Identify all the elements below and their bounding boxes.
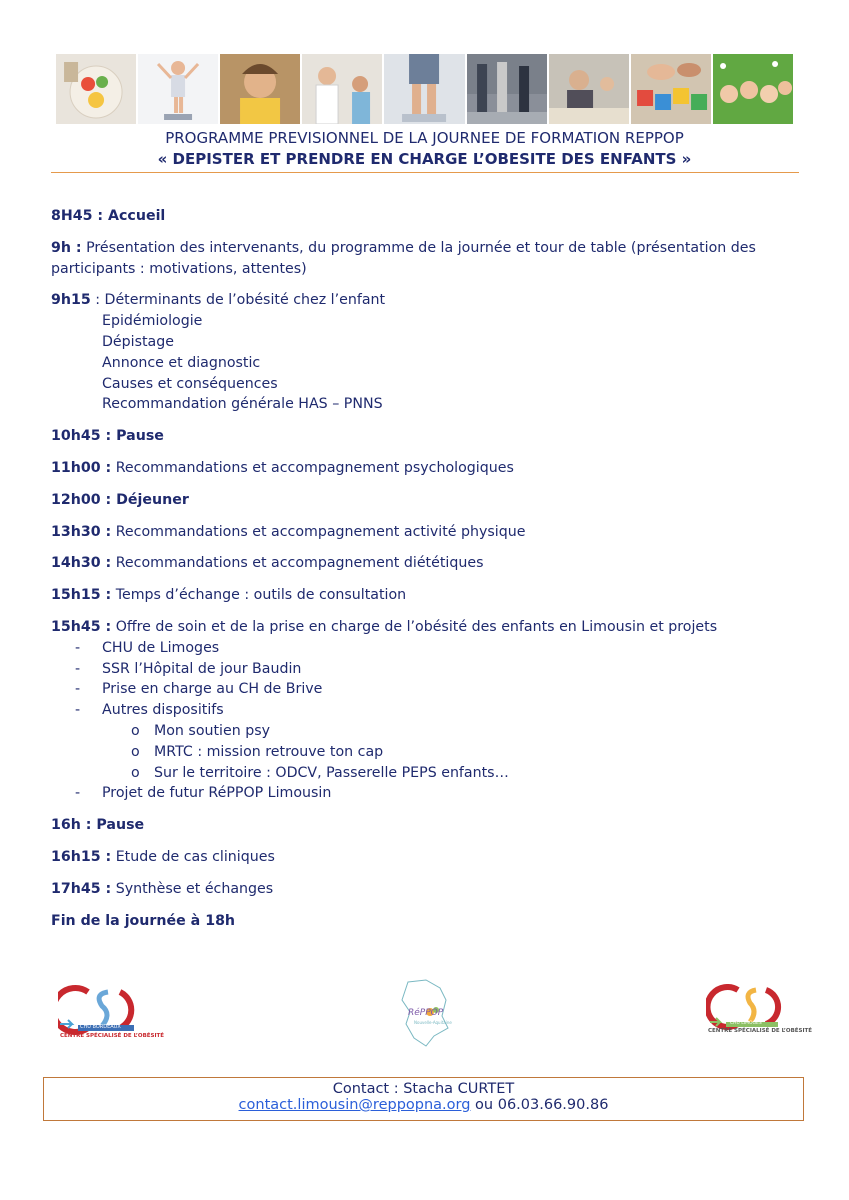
dash-marker: - [75,660,81,677]
schedule-description: Temps d’échange : outils de consultation [111,587,407,604]
program-schedule [51,206,811,931]
list-item-label: SSR l’Hôpital de jour Baudin [102,660,302,677]
schedule-description: Offre de soin et de la prise en charge de l’obésité des enfants en Limousin et projets [111,618,718,635]
dash-marker: - [75,681,81,698]
schedule-description: Recommandations et accompagnement psychologiques [111,459,514,476]
schedule-item-1600: 16h : Pause [51,817,145,834]
list-item [51,679,811,700]
list-item-label: Projet de futur RéPPOP Limousin [102,785,332,802]
hands-puzzle-photo [631,54,711,124]
logo-caption: CENTRE SPÉCIALISÉ DE L’OBÉSITÉ [708,1028,813,1034]
schedule-item-1100 [51,458,811,479]
schedule-time: 17h45 : [51,880,112,897]
list-item: Recommandation générale HAS – PNNS [102,396,383,413]
bullet-marker: o [131,743,140,760]
logo-caption: Nouvelle-Aquitaine [414,1020,452,1025]
logo-caption: RéPPOP [408,1008,444,1018]
contact-box [43,1077,804,1121]
schedule-time: 9h : [51,239,82,256]
schedule-item-1615 [51,847,811,868]
sub-list-item-label: Mon soutien psy [154,722,271,739]
group-exercise-photo [467,54,547,124]
list-item [51,700,811,721]
sub-list-item-label: Sur le territoire : ODCV, Passerelle PEPS enfants… [154,764,509,781]
schedule-description: Synthèse et échanges [111,880,274,897]
sub-list-item [51,721,811,742]
schedule-description: : Déterminants de l’obésité chez l’enfant [90,292,386,309]
bullet-marker: o [131,764,140,781]
schedule-item-1745 [51,879,811,900]
schedule-item-0915 [51,290,811,311]
list-item: Dépistage [102,333,174,350]
schedule-item-0900 [51,238,811,280]
schedule-time: 15h45 : [51,618,112,635]
healthy-food-photo [56,54,136,124]
dash-marker: - [75,702,81,719]
logo-caption: CENTRE SPÉCIALISÉ DE L’OBÉSITÉ [60,1033,165,1039]
schedule-item-0845: 8H45 : Accueil [51,208,166,224]
bullet-marker: o [131,722,140,739]
schedule-item-1045: 10h45 : Pause [51,428,164,445]
elder-child-table-photo [549,54,629,124]
list-item-label: Autres dispositifs [102,702,224,719]
schedule-item-1330 [51,522,811,543]
dash-marker: - [75,785,81,802]
header-photo-banner [56,54,793,124]
reppop-logo [396,978,456,1048]
list-item-label: CHU de Limoges [102,639,220,656]
logo-caption: CHU BORDEAUX [80,1024,121,1030]
schedule-end: Fin de la journée à 18h [51,912,236,929]
schedule-time: 9h15 [51,292,91,309]
schedule-description: Présentation des intervenants, du programme de la journée et tour de table (présentation des participants : motivations, attentes) [51,239,756,277]
doctor-consultation-photo [302,54,382,124]
child-on-scale-photo [138,54,218,124]
legs-on-scale-photo [384,54,464,124]
contact-phone: ou 06.03.66.90.86 [470,1097,609,1113]
schedule-description: Etude de cas cliniques [111,848,275,865]
list-item: Causes et conséquences [102,375,278,392]
schedule-item-1200: 12h00 : Déjeuner [51,491,189,508]
schedule-description: Recommandations et accompagnement activité physique [111,523,526,540]
header-divider [51,172,799,173]
list-item [51,638,811,659]
schedule-item-1515 [51,585,811,606]
list-item: Annonce et diagnostic [102,354,261,371]
dash-marker: - [75,639,81,656]
list-item [51,783,811,804]
schedule-time: 15h15 : [51,587,112,604]
list-item [51,659,811,680]
schedule-time: 11h00 : [51,459,112,476]
contact-line [44,1097,803,1113]
sub-list-item [51,763,811,784]
list-item: Epidémiologie [102,313,203,330]
program-title: PROGRAMME PREVISIONNEL DE LA JOURNEE DE FORMATION REPPOP [165,129,684,147]
schedule-time: 14h30 : [51,555,112,572]
cso-limoges-logo [706,984,813,1036]
schedule-time: 13h30 : [51,523,112,540]
contact-name: Contact : Stacha CURTET [332,1081,515,1097]
schedule-time: 16h15 : [51,848,112,865]
schedule-description: Recommandations et accompagnement diététiques [111,555,484,572]
children-in-grass-photo [713,54,793,124]
list-item-label: Prise en charge au CH de Brive [102,681,323,698]
child-eating-photo [220,54,300,124]
contact-email-link[interactable]: contact.limousin@reppopna.org [238,1097,471,1113]
schedule-item-1545 [51,617,811,638]
cso-bordeaux-logo [58,984,165,1042]
program-subtitle: « DEPISTER ET PRENDRE EN CHARGE L’OBESITE DES ENFANTS » [157,150,692,168]
sub-list-item-label: MRTC : mission retrouve ton cap [154,743,384,760]
sub-list-item [51,742,811,763]
schedule-item-1430 [51,553,811,574]
logo-caption: CHU LIMOGES [730,1021,762,1026]
